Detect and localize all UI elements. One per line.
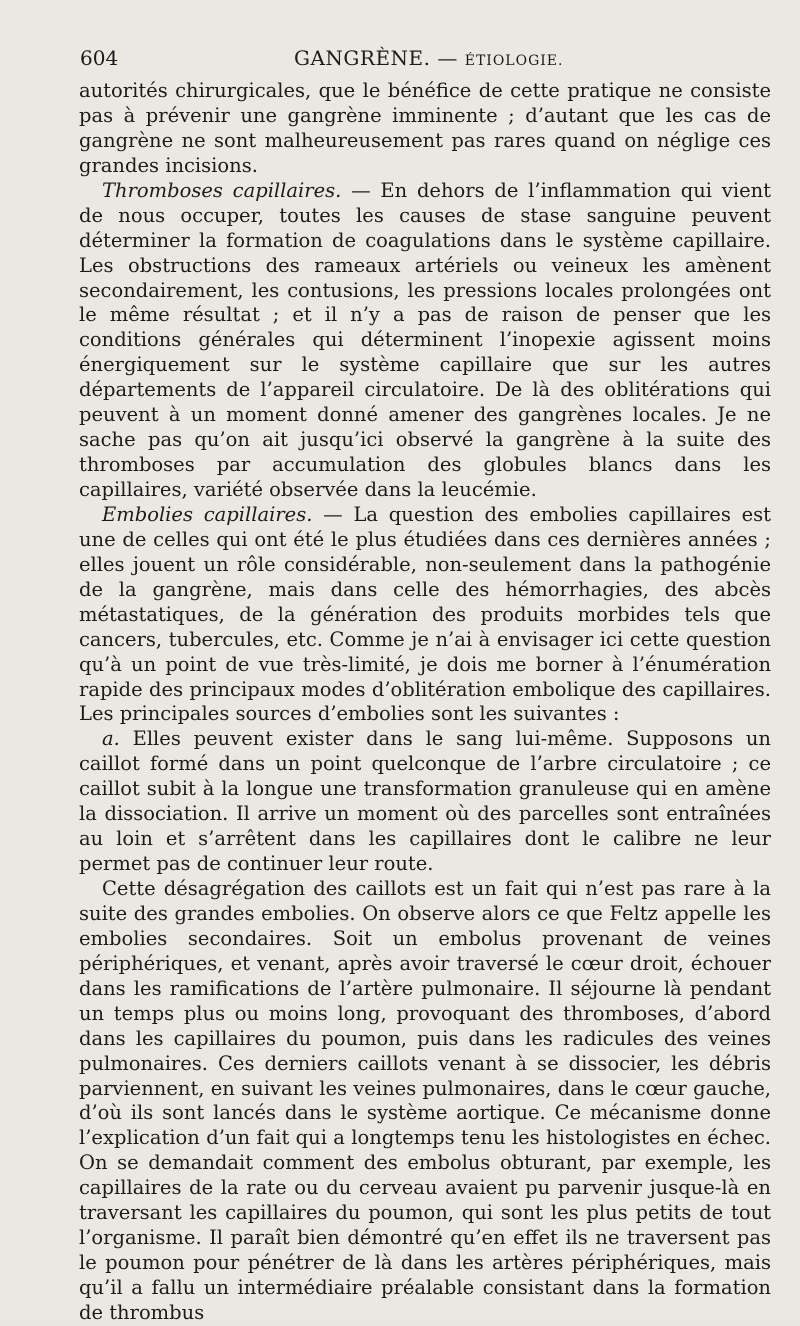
- paragraph-continued: [79, 79, 771, 179]
- paragraph-lead-thromboses: Thromboses capillaires.: [102, 178, 342, 202]
- running-title: [294, 46, 563, 70]
- paragraph-text: autorités chirurgicales, que le bénéfice de cette pratique ne consiste pas à prévenir une gangrène imminente ; d’autant que les cas de gangrène ne sont malheureusement pas rares quand on néglige ces grandes incisions.: [79, 79, 771, 177]
- paragraph-text: — En dehors de l’inflammation qui vient de nous occuper, toutes les causes de stase sanguine peuvent déterminer la formation de coagulations dans le système capillaire. Les obstructions des rameaux artériels ou veineux les amènent secondairement, les contusions, les pressions locales prolongées ont le même résultat ; et il n’y a pas de raison de penser que les conditions générales qui déterminent l’inopexie agissent moins énergiquement sur le système capillaire que sur les autres départements de l’appareil circulatoire. De là des oblitérations qui peuvent à un moment donné amener des gangrènes locales. Je ne sache pas qu’on ait jusqu’ici observé la gangrène à la suite des thromboses par accumulation des globules blancs dans les capillaires, variété observée dans la leucémie.: [79, 178, 771, 501]
- paragraph-text: Cette désagrégation des caillots est un fait qui n’est pas rare à la suite des grandes embolies. On observe alors ce que Feltz appelle les embolies secondaires. Soit un embolus provenant de veines périphériques, et venant, après avoir traversé le cœur droit, échouer dans les ramifications de l’artère pulmonaire. Il séjourne là pendant un temps plus ou moins long, provoquant des thromboses, d’abord dans les capillaires du poumon, puis dans les radicules des veines pulmonaires. Ces derniers caillots venant à se dissocier, les débris parviennent, en suivant les veines pulmonaires, dans le cœur gauche, d’où ils sont lancés dans le système aortique. Ce mécanisme donne l’explication d’un fait qui a longtemps tenu les histologistes en échec. On se demandait comment des embolus obturant, par exemple, les capillaires de la rate ou du cerveau avaient pu parvenir jusque-là en traversant les capillaires du poumon, qui sont les plus petits de tout l’organisme. Il paraît bien démontré qu’en effet ils ne traversent pas le poumon pour pénétrer de là dans les artères périphériques, mais qu’il a fallu un intermédiaire préalable consistant dans la formation de thrombus: [79, 877, 771, 1324]
- paragraph-lead-embolies: Embolies capillaires.: [102, 502, 313, 526]
- page-number: 604: [80, 46, 119, 70]
- running-header: [80, 46, 770, 76]
- paragraph-text: — La question des embolies capillaires est une de celles qui ont été le plus étudiées dans ces dernières années ; elles jouent un rôle considérable, non-seulement dans la pathogénie de la gangrène, mais dans celle des hémorrhagies, des abcès métastatiques, de la génération des produits morbides tels que cancers, tubercules, etc. Comme je n’ai à envisager ici cette question qu’à un point de vue très-limité, je dois me borner à l’énumération rapide des principaux modes d’oblitération embolique des capillaires. Les principales sources d’embolies sont les suivantes :: [79, 502, 771, 726]
- paragraph-a: [79, 727, 771, 877]
- paragraph-desagregation: [79, 877, 771, 1326]
- main-text: [79, 79, 771, 1326]
- paragraph-text: Elles peuvent exister dans le sang lui-même. Supposons un caillot formé dans un point quelconque de l’arbre circulatoire ; ce caillot subit à la longue une transformation granuleuse qui en amène la dissociation. Il arrive un moment où des parcelles sont entraînées au loin et s’arrêtent dans les capillaires dont le calibre ne leur permet pas de continuer leur route.: [79, 727, 771, 876]
- section-subtitle: ÉTIOLOGIE.: [464, 53, 564, 69]
- paragraph-thromboses: [79, 179, 771, 503]
- paragraph-lead-a: a.: [102, 727, 120, 751]
- chapter-title: GANGRÈNE. —: [294, 46, 458, 70]
- paragraph-embolies: [79, 503, 771, 727]
